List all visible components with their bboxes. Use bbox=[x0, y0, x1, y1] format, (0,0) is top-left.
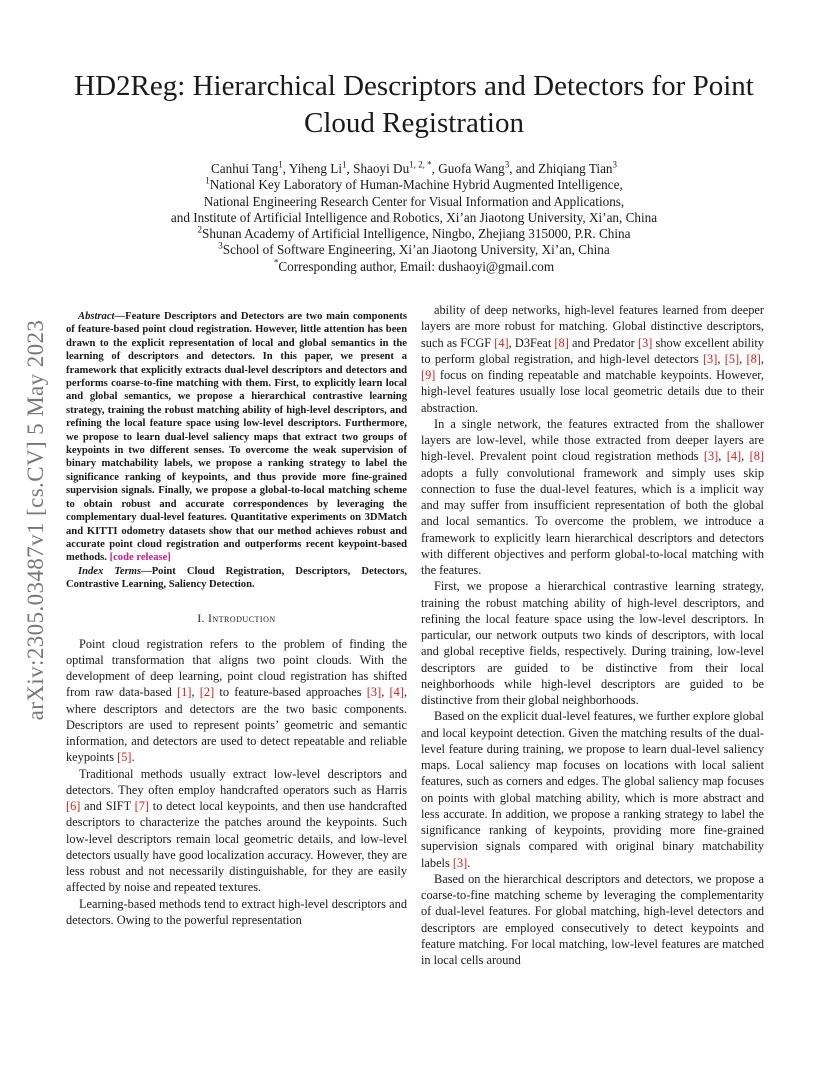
affiliation-mark: 2 bbox=[197, 224, 202, 235]
body-paragraph bbox=[421, 416, 764, 579]
citation-link[interactable]: [4] bbox=[494, 335, 509, 350]
author-name: Shaoyi Du bbox=[353, 161, 410, 176]
paragraph-text: Traditional methods usually extract low-level descriptors and detectors. They often employ handcrafted operators such as Harris bbox=[66, 766, 407, 797]
affiliation-text: National Engineering Research Center for Visual Information and Applications, bbox=[203, 193, 625, 209]
author-affiliation-mark: 3 bbox=[504, 159, 510, 170]
paragraph-text: , D3Feat bbox=[508, 335, 555, 350]
citation-link[interactable]: [4] bbox=[726, 449, 742, 464]
arxiv-stamp bbox=[20, 290, 52, 750]
citation-link[interactable]: [3] bbox=[702, 351, 718, 366]
author-list: Canhui Tang$^1$, Yiheng Li$^1$, Shaoyi $Du^{1, 2, *}$, Guofa Wang$^3$, and Zhiqiang Tian$^3$ bbox=[210, 159, 618, 176]
citation-link[interactable]: [4] bbox=[389, 685, 404, 700]
citation-link[interactable]: [3] bbox=[637, 335, 653, 350]
affiliation-mark: 1 bbox=[205, 175, 210, 186]
author-name: Guofa Wang bbox=[438, 161, 505, 176]
citation-link[interactable]: [3] bbox=[703, 449, 719, 464]
affiliation-text: Shunan Academy of Artificial Intelligence, Ningbo, Zhejiang 315000, P.R. China bbox=[201, 226, 631, 242]
body-paragraph bbox=[421, 708, 764, 871]
affiliation-list bbox=[40, 177, 788, 275]
author-name: Zhiqiang Tian bbox=[538, 161, 613, 176]
left-body-text bbox=[66, 636, 407, 929]
paragraph-text: , bbox=[717, 351, 725, 366]
paragraph-text: Based on the explicit dual-level features, we further explore global and local keypoint detection. Given the matching results of the dual-level feature during training, we propose to learn dual-level saliency maps. Local saliency map focuses on locations with local salient features, such as corners and edges. The global saliency map focuses on points with global matching ability, which is more abstract and less accurate. In addition, we propose a ranking strategy to label the significance ranking of keypoints, providing more fine-grained supervision signals compared with original binary matchability labels bbox=[421, 709, 764, 870]
citation-link[interactable]: [3] bbox=[366, 685, 382, 700]
citation-link[interactable]: [7] bbox=[134, 799, 150, 814]
paragraph-text: to feature-based approaches bbox=[214, 685, 367, 700]
code-release-link[interactable]: [code release] bbox=[109, 552, 171, 564]
citation-link[interactable]: [5] bbox=[117, 750, 132, 765]
body-paragraph bbox=[421, 578, 764, 708]
body-paragraph bbox=[421, 302, 764, 416]
citation-link[interactable]: [2] bbox=[199, 685, 215, 700]
author-affiliation-mark: 1 bbox=[278, 159, 283, 170]
paragraph-text: Based on the hierarchical descriptors and detectors, we propose a coarse-to-fine matching scheme by leveraging the complementarity of dual-level features. For global matching, high-level detectors and descriptors are employed consecutively to detect keypoints and feature matching. For local matching, low-level features are matched in local cells around bbox=[421, 871, 764, 967]
citation-link[interactable]: [5] bbox=[724, 351, 740, 366]
right-body-text bbox=[421, 302, 764, 968]
affiliation-mark: * bbox=[273, 257, 279, 268]
index-terms-label: Index Terms bbox=[78, 565, 142, 577]
index-terms bbox=[66, 565, 407, 592]
citation-link[interactable]: [8] bbox=[554, 335, 569, 350]
paragraph-text: First, we propose a hierarchical contrastive learning strategy, training the robust matching ability of high-level descriptors, and refining the local feature space using the low-level descriptors. In particular, our network outputs two kinds of descriptors, with local and global receptive fields, respectively. During training, low-level descriptors are guided to be distinctive from their local neighborhoods while high-level descriptors are guided to be distinctive from their global neighborhoods. bbox=[421, 579, 764, 707]
paragraph-text: , bbox=[381, 685, 390, 700]
affiliation-text: and Institute of Artificial Intelligence and Robotics, Xi’an Jiaotong University, Xi’an, China bbox=[170, 209, 658, 225]
section-title: Introduction bbox=[208, 612, 276, 625]
author-name: Yiheng Li bbox=[288, 161, 343, 176]
affiliation-line bbox=[40, 177, 788, 193]
index-terms-text: —Point Cloud Registration, Descriptors, Detectors, Contrastive Learning, Saliency Detection. bbox=[66, 565, 407, 591]
paragraph-text: to detect local keypoints, and then use handcrafted descriptors to characterize the patches around the keypoints. Such low-level descriptors remain local geometric details, and low-level detectors usually have good localization accuracy. However, they are less robust and not necessarily distinguishable, for they are easily affected by noise and repeated textures. bbox=[66, 799, 407, 895]
right-column bbox=[421, 302, 764, 968]
affiliation-text: National Key Laboratory of Human-Machine Hybrid Augmented Intelligence, bbox=[209, 177, 623, 193]
left-column bbox=[66, 310, 407, 928]
paragraph-text: , bbox=[741, 449, 750, 464]
paragraph-text: focus on finding repeatable and matchable keypoints. However, high-level features usually lose local geometric details due to their abstraction. bbox=[421, 368, 764, 415]
citation-link[interactable]: [3] bbox=[452, 855, 468, 870]
citation-link[interactable]: [8] bbox=[749, 449, 765, 464]
abstract-text: —Feature Descriptors and Detectors are two main components of feature-based point cloud registration. However, little attention has been drawn to the explicit representation of local and global semantics in the learning of descriptors and detectors. In this paper, we present a framework that explicitly extracts dual-level descriptors and detectors and performs coarse-to-fine matching with them. First, to explicitly learn local and global semantics, we propose a hierarchical contrastive learning strategy, training the robust matching ability of high-level descriptors, and refining the local feature space using low-level descriptors. Furthermore, we propose to learn dual-level saliency maps that extract two groups of keypoints in two different senses. To overcome the weak supervision of binary matchability labels, we propose a ranking strategy to label the significance ranking of keypoints, and thus provide more fine-grained supervision signals. Finally, we propose a global-to-local matching scheme to obtain robust and accurate correspondences by leveraging the complementary dual-level features. Quantitative experiments on 3DMatch and KITTI odometry datasets show that our method achieves robust and accurate point cloud registration and outperforms recent keypoint-based methods. bbox=[66, 311, 407, 564]
author-block bbox=[40, 161, 788, 275]
citation-link[interactable]: [1] bbox=[177, 685, 192, 700]
citation-link[interactable]: [8] bbox=[746, 351, 761, 366]
body-paragraph bbox=[66, 766, 407, 896]
abstract-label: Abstract bbox=[78, 311, 115, 322]
affiliation-line bbox=[40, 259, 788, 275]
arxiv-stamp-text[interactable]: arXiv:2305.03487v1 [cs.CV] 5 May 2023 bbox=[23, 319, 48, 721]
paragraph-text: , bbox=[739, 351, 747, 366]
paragraph-text: , bbox=[718, 449, 727, 464]
body-paragraph bbox=[421, 871, 764, 969]
affiliation-text: Corresponding author, Email: dushaoyi@gmail.com bbox=[278, 258, 555, 274]
paragraph-text: In a single network, the features extracted from the shallower layers are low-level, while those extracted from deeper layers are high-level. Prevalent point cloud registration methods bbox=[421, 416, 764, 464]
paragraph-text: . bbox=[131, 750, 135, 765]
paper-title: HD2Reg: Hierarchical Descriptors and Detectors for Point Cloud Registration bbox=[74, 70, 754, 139]
paragraph-text: and Predator bbox=[568, 335, 638, 350]
paragraph-text: , bbox=[760, 351, 764, 366]
author-affiliation-mark: 1, 2, * bbox=[409, 159, 432, 170]
section-heading-introduction bbox=[66, 613, 407, 625]
paragraph-text: , where descriptors and detectors are the two basic components. Descriptors are used to represent points’ geometric and semantic information, and detectors are used to detect repeatable and reliable keypoints bbox=[66, 685, 408, 765]
body-paragraph bbox=[66, 636, 407, 766]
author-name: Canhui Tang bbox=[210, 161, 279, 176]
affiliation-line bbox=[40, 194, 788, 210]
paragraph-text: and SIFT bbox=[80, 799, 135, 814]
abstract bbox=[66, 310, 407, 565]
paragraph-text: adopts a fully convolutional framework and simply uses skip connection to fuse the dual-level features, which is a implicit way and may suffer from insufficient representation of both the global and local semantics. To overcome the problem, we introduce a framework to explicitly learn hierarchical descriptors and detectors with different objectives and perform global-to-local matching with the features. bbox=[421, 465, 764, 577]
body-paragraph bbox=[66, 896, 407, 929]
author-affiliation-mark: 1 bbox=[342, 159, 347, 170]
affiliation-line bbox=[40, 226, 788, 242]
affiliation-line bbox=[40, 210, 788, 226]
affiliation-mark: 3 bbox=[218, 241, 223, 252]
citation-link[interactable]: [6] bbox=[66, 799, 81, 814]
paragraph-text: show excellent ability to perform global registration, and high-level detectors bbox=[421, 335, 764, 366]
citation-link[interactable]: [9] bbox=[421, 368, 436, 382]
section-number: I. bbox=[197, 612, 205, 625]
paragraph-text: ability of deep networks, high-level features learned from deeper layers are more robust for matching. Global distinctive descriptors, such as FCGF bbox=[421, 303, 764, 350]
paragraph-text: . bbox=[467, 855, 471, 870]
affiliation-text: School of Software Engineering, Xi’an Jiaotong University, Xi’an, China bbox=[222, 242, 610, 258]
author-affiliation-mark: 3 bbox=[612, 159, 618, 170]
paragraph-text: Point cloud registration refers to the problem of finding the optimal transformation that aligns two point clouds. With the development of deep learning, point cloud registration has shifted from raw data-based bbox=[66, 636, 407, 700]
affiliation-line bbox=[40, 242, 788, 258]
paragraph-text: Learning-based methods tend to extract high-level descriptors and detectors. Owing to the powerful representation bbox=[66, 896, 407, 927]
paragraph-text: , bbox=[191, 685, 200, 700]
